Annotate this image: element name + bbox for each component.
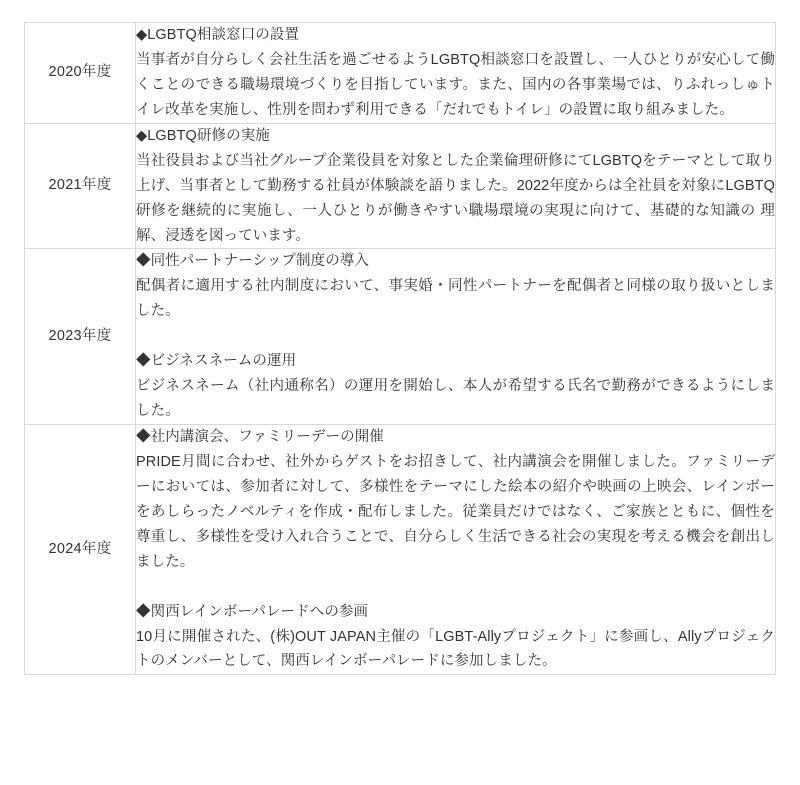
content-cell (136, 23, 776, 124)
content-cell (136, 249, 776, 425)
paragraph-body: 当事者が自分らしく会社生活を過ごせるようLGBTQ相談窓口を設置し、一人ひとりが安心して働くことのできる職場環境づくりを目指しています。また、国内の各事業場では、りふれっしゅトイレ改革を実施し、性別を問わず利用できる「だれでもトイレ」の設置に取り組みました。 (136, 51, 775, 118)
table-row (25, 123, 776, 249)
paragraph-heading: ◆社内講演会、ファミリーデーの開催 (136, 429, 384, 445)
paragraph-heading: ◆ビジネスネームの運用 (136, 353, 297, 370)
content-cell (136, 425, 776, 675)
year-cell: 2021年度 (25, 123, 136, 249)
year-cell: 2024年度 (25, 425, 136, 675)
paragraph-body: 配偶者に適用する社内制度において、事実婚・同性パートナーを配偶者と同様の取り扱いとしました。 (136, 278, 775, 320)
table-row (25, 249, 776, 425)
table-row (25, 23, 776, 124)
year-cell: 2023年度 (25, 249, 136, 425)
paragraph-body: 当社役員および当社グループ企業役員を対象とした企業倫理研修にてLGBTQをテーマとして取り上げ、当事者として勤務する社員が体験談を語りました。2022年度からは全社員を対象にLGBTQ研修を継続的に実施し、一人ひとりが働きやすい職場環境の実現に向けて、基礎的な知識の 理解、浸透を図っています。 (136, 152, 775, 244)
paragraph-heading: ◆同性パートナーシップ制度の導入 (136, 253, 370, 270)
paragraph-heading: ◆LGBTQ相談窓口の設置 (136, 27, 300, 43)
content-cell (136, 123, 776, 249)
paragraph-heading: ◆LGBTQ研修の実施 (136, 127, 270, 144)
year-cell: 2020年度 (25, 23, 136, 124)
paragraph-heading: ◆関西レインボーパレードへの参画 (136, 603, 369, 620)
table-row (25, 425, 776, 675)
lgbtq-initiatives-table (24, 22, 776, 675)
paragraph-body: PRIDE月間に合わせ、社外からゲストをお招きして、社内講演会を開催しました。ファミリーデーにおいては、参加者に対して、多様性をテーマにした絵本の紹介や映画の上映会、レインボーをあしらったノベルティを作成・配布しました。従業員だけではなく、ご家族とともに、個性を尊重し、多様性を受け入れ合うことで、自分らしく生活できる社会の実現を考える機会を創出しました。 (136, 453, 775, 570)
table-body (25, 23, 776, 675)
paragraph-body: ビジネスネーム（社内通称名）の運用を開始し、本人が希望する氏名で勤務ができるようにしました。 (136, 378, 775, 420)
paragraph-body: 10月に開催された、(株)OUT JAPAN主催の「LGBT-Allyプロジェクト」に参画し、Allyプロジェクトのメンバーとして、関西レインボーパレードに参加しました。 (136, 628, 775, 670)
